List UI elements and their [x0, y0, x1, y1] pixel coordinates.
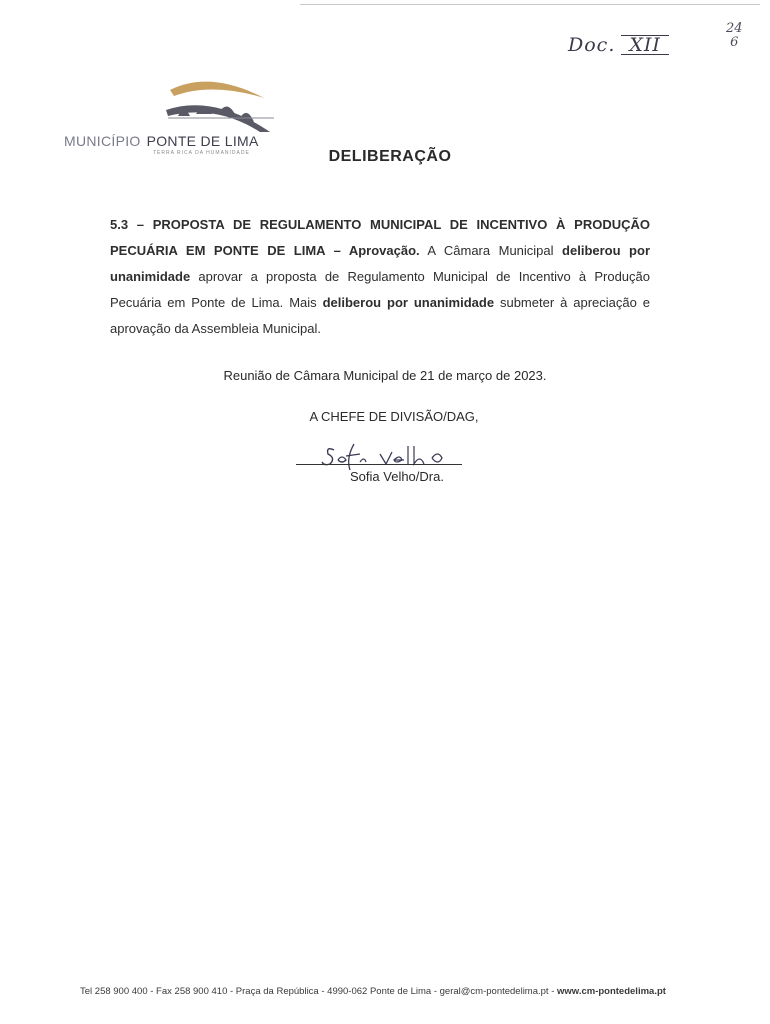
footer-website: www.cm-pontedelima.pt — [557, 986, 666, 997]
doc-roman-number: XII — [621, 35, 669, 55]
page-number-annotation — [726, 22, 743, 50]
top-edge-line — [300, 4, 760, 5]
page-number-top: 24 — [726, 21, 743, 36]
unanimity-2: deliberou por unanimidade — [322, 295, 495, 310]
title-text: DELIBERAÇÃO — [328, 148, 452, 165]
document-title — [0, 148, 770, 166]
unanimity-1: deliberou por unanimidade — [110, 243, 650, 284]
footer-contact: Tel 258 900 400 - Fax 258 900 410 - Praça da República - 4990-062 Ponte de Lima - geral@cm-pontedelima.pt - — [80, 986, 558, 997]
body-text-1: A Câmara Municipal — [419, 243, 563, 258]
logo-wordmark — [64, 133, 259, 149]
proposal-heading: 5.3 – PROPOSTA DE REGULAMENTO MUNICIPAL DE INCENTIVO À PRODUÇÃO PECUÁRIA EM PONTE DE LIMA – Aprovação. — [110, 217, 650, 258]
signer-name — [0, 469, 770, 484]
meeting-line — [0, 368, 770, 383]
role-text: A CHEFE DE DIVISÃO/DAG, — [309, 409, 479, 424]
meeting-text: Reunião de Câmara Municipal de 21 de março de 2023. — [223, 368, 547, 383]
deliberation-body — [110, 212, 650, 342]
signature-line — [296, 464, 462, 465]
page-footer — [80, 986, 700, 997]
body-text-2: aprovar a proposta de Regulamento Municipal de Incentivo à Produção Pecuária em Ponte de Lima. Mais — [110, 269, 650, 310]
page-number-bottom: 6 — [730, 35, 739, 50]
body-text-3: submeter à apreciação e aprovação da Assembleia Municipal. — [110, 295, 650, 336]
signer-text: Sofia Velho/Dra. — [350, 469, 444, 484]
doc-prefix: Doc. — [568, 34, 616, 56]
handwritten-signature — [296, 440, 466, 472]
doc-annotation — [568, 34, 669, 56]
signatory-role — [0, 409, 770, 424]
logo-ponte-de-lima: PONTE DE LIMA — [146, 133, 259, 149]
logo-tagline: TERRA RICA DA HUMANIDADE — [153, 150, 250, 156]
bridge-logo-icon — [164, 76, 274, 134]
logo-municipio: MUNICÍPIO — [64, 133, 141, 149]
